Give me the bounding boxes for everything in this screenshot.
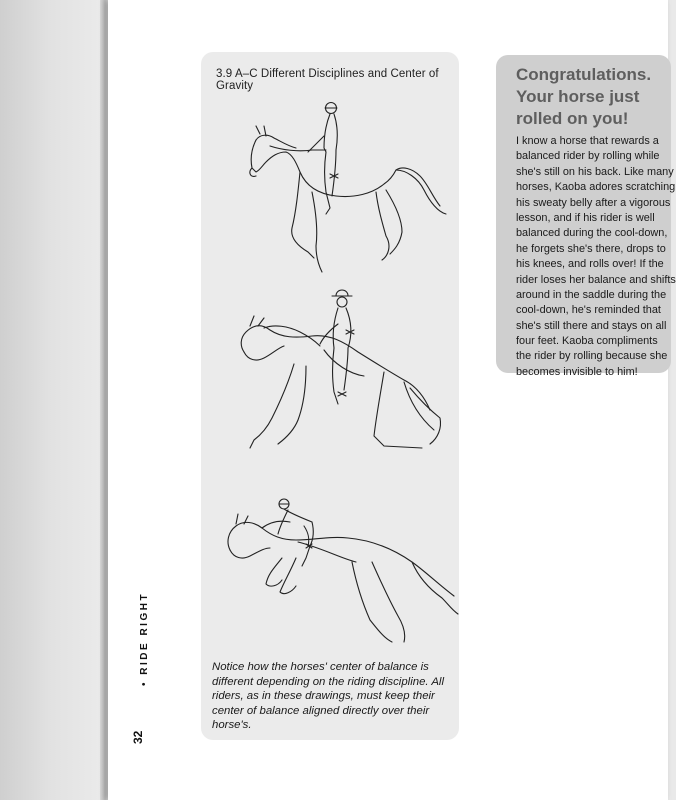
sidebar-heading-line: Congratulations. bbox=[516, 65, 652, 84]
page-number: 32 bbox=[131, 730, 145, 744]
sidebar-body-line: cool-down, he's reminded that bbox=[516, 304, 661, 317]
sidebar-body-line: his sweaty belly after a vigorous bbox=[516, 196, 671, 209]
sidebar-body-line: rider loses her balance and shifts bbox=[516, 273, 676, 286]
sidebar-body bbox=[516, 134, 676, 380]
sidebar-body-line: horses, Kaoba adores scratching bbox=[516, 181, 676, 194]
sidebar-heading-line: Your horse just bbox=[516, 87, 640, 106]
sidebar-body-line: lesson, and if his rider is well bbox=[516, 211, 655, 224]
sidebar-body-line: she's still on his back. Like many bbox=[516, 165, 674, 178]
jumping-horse-drawing bbox=[222, 492, 462, 652]
figure-title: 3.9 A–C Different Disciplines and Center of Gravity bbox=[216, 68, 439, 92]
sidebar-body-line: becomes invisible to him! bbox=[516, 365, 638, 378]
sidebar-heading-line: rolled on you! bbox=[516, 109, 629, 128]
running-head: • RIDE RIGHT bbox=[139, 591, 150, 686]
sidebar-body-line: I know a horse that rewards a bbox=[516, 135, 659, 147]
sidebar-body-line: he forgets she's there, drops to bbox=[516, 242, 666, 255]
dressage-horse-drawing bbox=[226, 96, 451, 281]
sidebar-body-line: around in the saddle during the bbox=[516, 288, 667, 301]
sidebar-body-line: balanced during the cool-down, bbox=[516, 227, 668, 240]
western-horse-drawing bbox=[234, 268, 449, 463]
figure-note: Notice how the horses' center of balance is different depending on the riding discipline. All riders, as in these drawings, must keep their center of balance aligned directly over their horse's. bbox=[212, 661, 444, 731]
sidebar-body-line: his knees, and rolls over! If the bbox=[516, 258, 664, 271]
sidebar-body-line: the rider by rolling because she bbox=[516, 350, 668, 363]
sidebar-body-line: she's still there and stays on all bbox=[516, 319, 667, 332]
sidebar-body-line: balanced rider by rolling while bbox=[516, 150, 660, 163]
sidebar-body-line: four feet. Kaoba compliments bbox=[516, 335, 658, 348]
sidebar-heading bbox=[516, 64, 666, 130]
